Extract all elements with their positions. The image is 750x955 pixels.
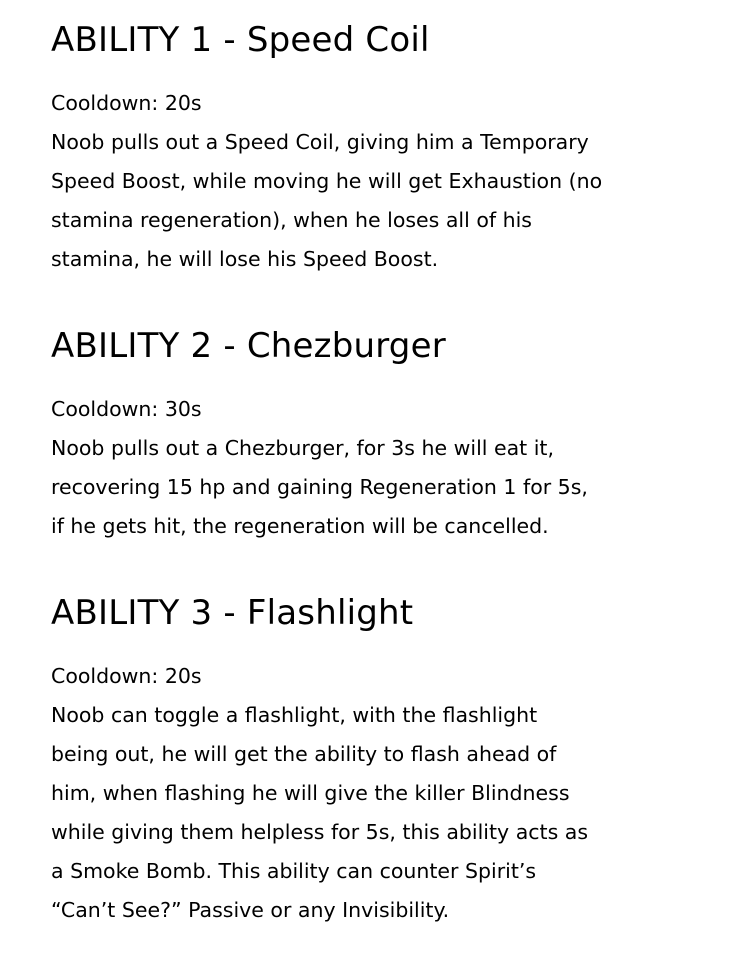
ability-1-line-2: Speed Boost, while moving he will get Exhaustion (no [51,169,603,193]
ability-1-line-4: stamina, he will lose his Speed Boost. [51,247,439,271]
ability-3-section [51,593,741,922]
ability-3-cooldown: Cooldown: 20s [51,664,202,688]
ability-2-section [51,326,741,538]
ability-3-line-4: while giving them helpless for 5s, this ability acts as [51,820,589,844]
ability-2-line-3: if he gets hit, the regeneration will be cancelled. [51,514,549,538]
ability-2-description [51,429,741,546]
ability-3-line-5: a Smoke Bomb. This ability can counter Spirit’s [51,859,537,883]
ability-2-line-2: recovering 15 hp and gaining Regeneration 1 for 5s, [51,475,588,499]
ability-1-line-1: Noob pulls out a Speed Coil, giving him a Temporary [51,130,589,154]
ability-1-cooldown: Cooldown: 20s [51,91,202,115]
ability-3-line-1: Noob can toggle a flashlight, with the flashlight [51,703,538,727]
ability-3-line-2: being out, he will get the ability to flash ahead of [51,742,557,766]
ability-1-line-3: stamina regeneration), when he loses all of his [51,208,532,232]
ability-2-line-1: Noob pulls out a Chezburger, for 3s he will eat it, [51,436,554,460]
ability-3-line-6: “Can’t See?” Passive or any Invisibility. [51,898,450,922]
ability-1-section [51,20,741,271]
ability-2-cooldown: Cooldown: 30s [51,397,202,421]
ability-1-heading: ABILITY 1 - Speed Coil [51,20,430,60]
ability-1-description [51,123,741,279]
ability-3-heading: ABILITY 3 - Flashlight [51,593,414,633]
ability-3-description [51,696,741,930]
ability-2-heading: ABILITY 2 - Chezburger [51,326,446,366]
ability-3-line-3: him, when flashing he will give the killer Blindness [51,781,570,805]
